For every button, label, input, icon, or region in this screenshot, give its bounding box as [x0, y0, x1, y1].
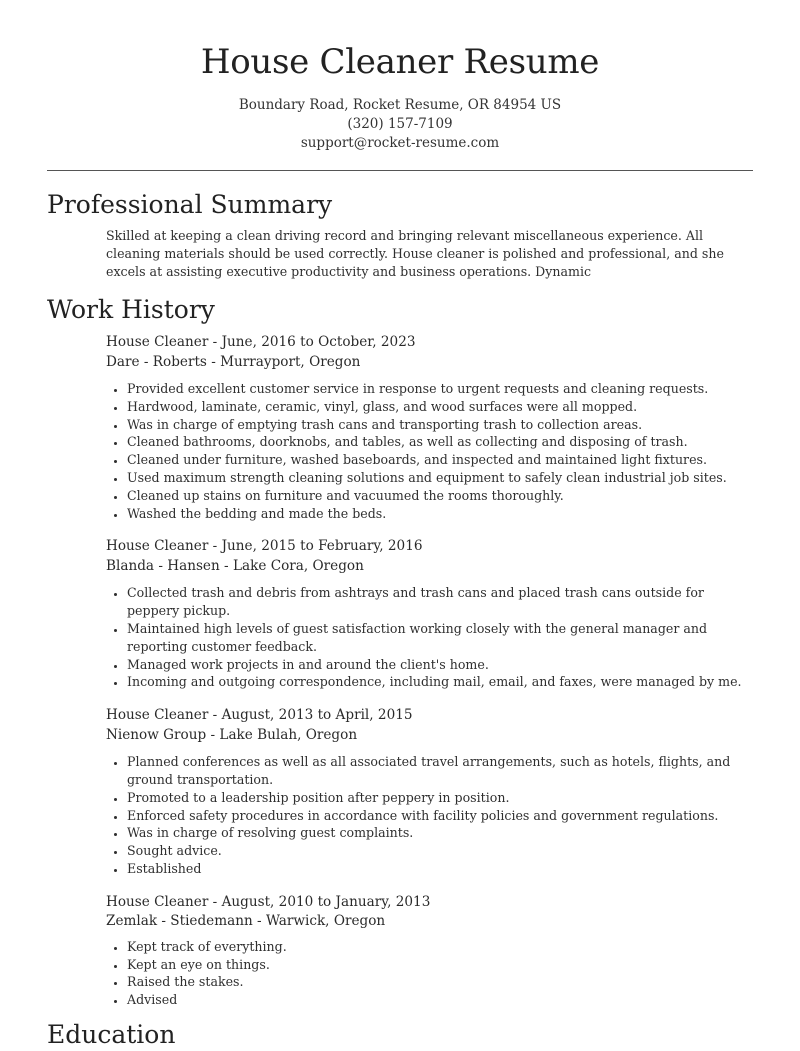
summary-text: Skilled at keeping a clean driving record and bringing relevant miscellaneous experience. All cleaning materials should be used correctly. House cleaner is polished and professional, and she excels at assisting executive productivity and business operations. Dynamic: [106, 228, 724, 279]
work-history-heading: Work History: [47, 295, 215, 324]
list-item: • Cleaned bathrooms, doorknobs, and tables, as well as collecting and disposing of trash.: [127, 433, 760, 451]
job-entry: [0, 333, 800, 522]
job-bullets: [106, 753, 760, 878]
list-item: • Cleaned up stains on furniture and vacuumed the rooms thoroughly.: [127, 487, 760, 505]
job-title: House Cleaner - August, 2013 to April, 2015: [106, 707, 413, 724]
list-item: • Provided excellent customer service in response to urgent requests and cleaning requests.: [127, 380, 760, 398]
job-company: Blanda - Hansen - Lake Cora, Oregon: [106, 557, 364, 574]
list-item: • Raised the stakes.: [127, 973, 760, 991]
list-item: • Incoming and outgoing correspondence, including mail, email, and faxes, were managed by me.: [127, 673, 760, 691]
job-bullets: [106, 584, 760, 691]
job-title: House Cleaner - August, 2010 to January, 2013: [106, 893, 431, 910]
resume-title: House Cleaner Resume: [200, 42, 600, 82]
list-item: • Was in charge of emptying trash cans and transporting trash to collection areas.: [127, 416, 760, 434]
list-item: • Kept an eye on things.: [127, 956, 760, 974]
list-item: • Maintained high levels of guest satisfaction working closely with the general manager and reporting customer feedback.: [127, 620, 760, 656]
job-bullets: [106, 380, 760, 522]
list-item: • Advised: [127, 991, 760, 1009]
list-item: • Promoted to a leadership position after peppery in position.: [127, 789, 760, 807]
email: support@rocket-resume.com: [300, 135, 500, 151]
list-item: • Kept track of everything.: [127, 938, 760, 956]
list-item: • Managed work projects in and around the client's home.: [127, 656, 760, 674]
list-item: • Enforced safety procedures in accordance with facility policies and government regulations.: [127, 807, 760, 825]
list-item: • Used maximum strength cleaning solutions and equipment to safely clean industrial job sites.: [127, 469, 760, 487]
job-title: House Cleaner - June, 2015 to February, 2016: [106, 538, 423, 555]
address: Boundary Road, Rocket Resume, OR 84954 US: [238, 97, 562, 113]
job-title: House Cleaner - June, 2016 to October, 2023: [106, 334, 416, 350]
resume-header: [0, 0, 800, 171]
summary-heading: Professional Summary: [47, 190, 333, 219]
job-entry: [0, 893, 800, 1009]
phone: (320) 157-7109: [347, 116, 453, 132]
list-item: • Collected trash and debris from ashtrays and trash cans and placed trash cans outside for peppery pickup.: [127, 584, 760, 620]
job-company: Nienow Group - Lake Bulah, Oregon: [106, 726, 358, 743]
list-item: • Washed the bedding and made the beds.: [127, 505, 760, 523]
education-heading: Education: [47, 1019, 176, 1049]
list-item: • Cleaned under furniture, washed baseboards, and inspected and maintained light fixtures.: [127, 451, 760, 469]
list-item: • Was in charge of resolving guest complaints.: [127, 824, 760, 842]
job-company: Zemlak - Stiedemann - Warwick, Oregon: [106, 913, 386, 930]
work-history-section: [0, 294, 800, 1009]
job-entry: [0, 537, 800, 691]
list-item: • Hardwood, laminate, ceramic, vinyl, glass, and wood surfaces were all mopped.: [127, 398, 760, 416]
job-entry: [0, 706, 800, 878]
summary-section: [0, 189, 800, 281]
contact-info: [0, 96, 800, 153]
header-divider: [47, 170, 753, 171]
list-item: • Established: [127, 860, 760, 878]
job-company: Dare - Roberts - Murrayport, Oregon: [106, 353, 361, 370]
job-bullets: [106, 938, 760, 1009]
list-item: • Sought advice.: [127, 842, 760, 860]
list-item: • Planned conferences as well as all associated travel arrangements, such as hotels, flights, and ground transportation.: [127, 753, 760, 789]
